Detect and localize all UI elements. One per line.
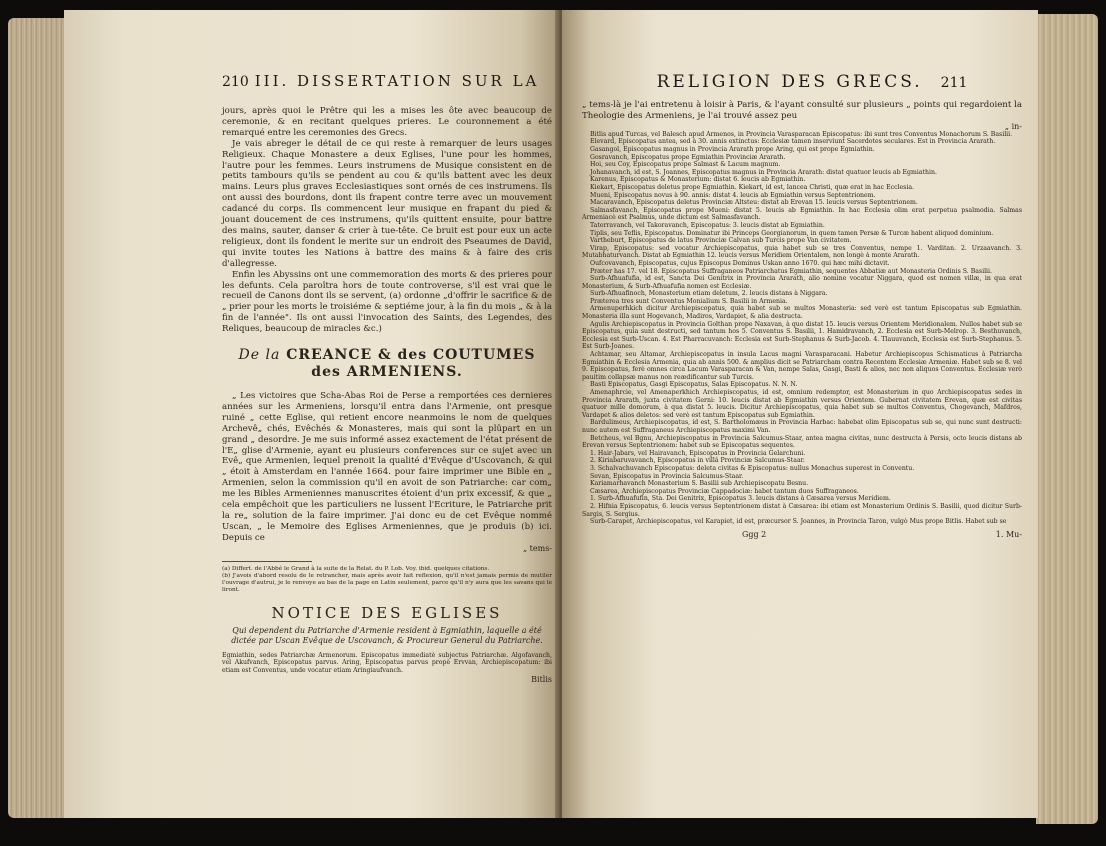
left-page [64, 10, 560, 818]
left-running-title: III. DISSERTATION SUR LA [254, 72, 540, 90]
latin-entry: Mueni, Episcopatus novus à 90. annis: distat 4. leucis ab Egmiathin versus Septentrionem. [590, 191, 876, 199]
latin-entry: Surb-Carapet, Archiepiscopatus, vel Karapiet, id est, præcursor S. Joannes, in Provincia Taron, vulgò Mus prope Bitlis. Habet sub se [590, 518, 1007, 526]
latin-entry: Kiekart, Episcopatus deletus prope Egmiathin. Kiekart, id est, lancea Christi, quæ erat in hac Ecclesia. [590, 183, 914, 191]
latin-entry: Gosravanch, Episcopatus prope Egmiathin Provinciæ Ararath. [590, 153, 786, 161]
left-catchword: „ tems- [522, 543, 552, 553]
right-page-number: 211 [940, 75, 968, 91]
latin-intro: Egmiathin, sedes Patriarchæ Armenorum. Episcopatus immediatè subjectus Patriarchæ. Algofavanch, vel Akufvanch, Episcopatus parvus. Aring, Episcopatus parvus propè Ervvan, Archiepiscopatum: ibi etiam est Conventus, unde vocatur etiam Aringiaufvanch. [222, 651, 552, 674]
latin-entry: Vartheburt, Episcopatus de latus Provinciæ Calvan sub Turcis prope Van civitatem. [590, 237, 852, 245]
latin-entry: Surb-Afhuafinoch, Monasterium etiam deletum, 2. leucis distans à Niggara. [590, 290, 828, 298]
latin-entry: 2. Kiriabaruvavanch, Episcopatus in villâ Provinciæ Salcumus-Staar. [590, 457, 805, 465]
latin-entry: Taterravanch, vel Takoravanch, Episcopatus: 3. leucis distat ab Egmiathin. [590, 221, 825, 229]
latin-entry: Surb-Afhuafufia, id est, Sancta Dei Genitrix in Provincia Ararath, alio nomine vocatur Niggara, quod est nomen villæ, in qua erat Monasterium, & Surb-Afhuafufia nomen est Ecclesiæ. [582, 275, 1022, 290]
latin-entry: Achtamar, seu Altamar, Archiepiscopatus in insula Lacus magni Varasparacani. Habetur Archiepiscopus Schismaticus à Patriarcha Egmiathin & Ecclesia Armenia, quia ab annis 500. & amplius dicit se Patriarcham contra Recentem Ecclesiæ Armeniæ. Habet sub se 8. vel 9. Episcopatus, ferè omnes circa Lacum Varasparacan & Van, nempe Salas, Gasgi, Basti & alios, nec non aliquos Conventus. Ecclesiæ verò pauitim collapsæ manus non reædificantur sub Turcis. [582, 351, 1022, 381]
section-paragraph: „ Les victoires que Scha-Abas Roi de Perse a remportées ces dernieres années sur les Armeniens, lorsqu'il entra dans l'Armenie, ont presque ruiné „ cette Eglise, qui retient encore neanmoins le nom de quelques Archevê„ chés, Evêchés & Monasteres, mais qui sont la plûpart en un grand „ desordre. Je me suis informé assez exactement de l'état présent de l'E„ glise d'Armenie, ayant eu plusieurs conferences sur ce sujet avec un Evê„ que Armenien, lequel prenoit la qualité d'Evêque d'Uscovanch, & qui „ étoit à Amsterdam en l'année 1664. pour faire imprimer une Bible en „ Armenien, selon la commission qu'il en avoit de son Patriarche: car com„ me les Bibles Armeniennes manuscrites étoient d'un prix excessif, & que „ cela empêchoit que les particuliers ne lussent l'Ecriture, le Patriarche prit la re„ solution de la faire imprimer. J'ai donc eu de cet Evêque nommé Uscan, „ le Memoire des Eglises Armeniennes, que je produis (b) ici. Depuis ce [222, 391, 552, 543]
notice-subtitle: Qui dependent du Patriarche d'Armenie resident à Egmiathin, laquelle a été dictée par Uscan Evêque de Uscovanch, & Procureur General du Patriarche. [231, 625, 543, 645]
footnote-a: (a) Differt. de l'Abbé le Grand à la suite de la Relat. du P. Lob. Voy. ibid. quelques citations. [222, 565, 490, 572]
notice-title: NOTICE DES EGLISES [271, 603, 503, 622]
latin-entry: Agulis Archiepiscopatus in Provincia Golthan prope Naxavan, à quo distat 15. leucis versus Orientem Meridionalem. Nullos habet sub se Episcopatus, quia sunt destructi, sed tantum hos 5. Conventus S. Basilii, 1. Hamidravanch, 2. Ecclesia est Surb-Melrop. 3. Besthuvanch, Ecclesia est Surb-Uscan. 4. Est Pharracuvanch: Ecclesia est Surb-Stephanus & Surb-Jacob. 4. Tlauuvanch, Ecclesia est Surb-Stephanus. 5. Est Surb-Joanes. [582, 320, 1022, 351]
right-catch-in: „ in- [1004, 121, 1022, 131]
section-title-main: CREANCE & des COUTUMES des ARMENIENS. [286, 347, 536, 381]
left-page-body [222, 106, 552, 684]
book-fore-edge-left [8, 18, 66, 818]
latin-entry: Præter has 17. vel 18. Episcopatus Suffraganeos Patriarchatus Egmiathin, sequentes Abbatiæ aut Monasteria Ordinis S. Basilii. [590, 267, 992, 275]
latin-entry: Betcheus, vel Bgnu, Archiepiscopatus in Provincia Salcumus-Staar, antea magna civitas, nunc destructa à Persis, octo leucis distans ab Erevan versus Septentrionem: habet sub se Episcopatus sequentes. [582, 434, 1022, 450]
latin-entry: 1. Surb-Afhuafufin, Sta. Dei Genitrix, Episcopatus 3. leucis distans à Cæsarea versus Meridiem. [590, 495, 891, 503]
right-catchword: 1. Mu- [995, 529, 1022, 539]
latin-entry: Kariamarhavanch Monasterium S. Basilii sub Archiepiscopatu Besnu. [590, 480, 809, 488]
latin-entry: Basti Episcopatus, Gasgi Episcopatus, Salas Episcopatus. N. N. N. [590, 381, 798, 389]
latin-entry: Macaravanch, Episcopatus deletus Provinciæ Altsteu: distat ab Erevan 15. leucis versus Septentrionem. [590, 199, 918, 207]
latin-entry-list [582, 131, 1022, 526]
latin-entry: Gasangol, Episcopatus magnus in Provincia Ararath prope Aring, qui est prope Egmiathin. [590, 146, 875, 153]
footnote-rule [222, 561, 312, 562]
right-running-head [612, 72, 1012, 92]
latin-entry: Cæsarea, Archiepiscopatus Provinciæ Cappadociæ: habet tantum duos Suffraganeos. [590, 487, 859, 495]
right-running-title: RELIGION DES GRECS. [656, 72, 923, 92]
latin-entry: Oufcovavanch, Episcopatus, cujus Episcopus Dominus Uskan anno 1670. qui hæc mihi dictavit. [590, 259, 890, 267]
latin-entry: Karenus, Episcopatus & Monasterium: distat 6. leucis ab Egmiathin. [590, 176, 806, 184]
left-catchword-2: Bitlis [531, 674, 552, 684]
book-fore-edge-right [1036, 14, 1098, 824]
left-paragraph-2: Je vais abreger le détail de ce qui reste à remarquer de leurs usages Religieux. Chaque Monastere a deux Eglises, l'une pour les hommes, l'autre pour les femmes. Leurs instrumens de Musique consistent en de petits tambours qu'ils se pendent au cou & qu'ils battent avec les deux mains. Leurs plus graves Ecclesiastiques sont ornés de ces instrumens. Ils ont aussi des bourdons, dont ils frapent contre terre avec un mouvement cadancé du corps. Ils commencent leur musique en frapant du pied & jouant doucement de ces instrumens, qu'ils quittent ensuite, pour battre des mains, sauter, danser & crier à tue-tête. Ce bruit est pour eux un acte religieux, dont ils fondent le merite sur un endroit des Pseaumes de David, qui invite toutes les Nations à battre des mains & à faire des cris d'allegresse. [222, 138, 552, 269]
latin-entry: 3. Schalvachuvanch Episcopatus: deleta civitas & Episcopatus: nullus Monachus superest in Conventu. [590, 464, 915, 472]
latin-entry: Virap, Episcopatus: sed vocatur Archiepiscopatus, quia habet sub se tres Conventus, nempe 1. Varditan. 2. Urzaavanch. 3. Mutabhaturvanch. Distat ab Egmiathin 12. leucis versus Meridiem Orientalem, non longè à monte Ararath. [582, 244, 1022, 260]
latin-entry: Tiplis, seu Teflis, Episcopatus. Dominatur ibi Princeps Georgianorum, in quem tamen Persæ & Turcæ habent aliquod dominium. [590, 229, 994, 237]
section-title-pre: De la [238, 347, 281, 364]
footnote-b: (b) J'avois d'abord resolu de le retrancher, mais après avoir fait reflexion, qu'il n'est jamais permis de mutiler l'ouvrage d'autrui, je le renvoye au bas de la page en Latin seulement, parce qu'il n'y aura que les savans qui le liront. [222, 572, 552, 593]
section-title [222, 347, 552, 381]
latin-entry: Armenuperhkich dicitur Archiepiscopatus, quia habet sub se multos Monasteria: sed verè est tantum Episcopatus sub Egmiathin. Monasteria illa sunt Hogevanch, Madiros, Vardapiet, & alia destructa. [582, 305, 1022, 321]
latin-entry: Johanavanch, id est, S. Joannes, Episcopatus magnus in Provincia Ararath: distat quatuor leucis ab Egmiathin. [590, 168, 937, 176]
right-page-body [582, 100, 1022, 544]
right-intro: „ tems-là je l'ai entretenu à loisir à Paris, & l'ayant consulté sur plusieurs „ points qui regardoient la Theologie des Armeniens, je l'ai trouvé assez peu [582, 100, 1022, 121]
latin-entry: Sevan, Episcopatus in Provincia Salcumus-Staar. [590, 472, 744, 480]
latin-entry: 1. Hair-Jabars, vel Hairavanch, Episcopatus in Provincia Gelarchuni. [590, 449, 806, 457]
left-paragraph-1: jours, après quoi le Prêtre qui les a mises les ôte avec beaucoup de ceremonie, & en recitant quelques prieres. Le couronnement a été remarqué entre les ceremonies des Grecs. [222, 106, 552, 138]
latin-entry: Hoi, seu Coy, Episcopatus prope Salmast & Lacum magnum. [590, 161, 781, 169]
latin-entry: Bardulimeus, Archiepiscopatus, id est, S. Bartholomæus in Provincia Harbac: habebat olim Episcopatus sub se, qui nunc sunt destructi: nunc autem est Suffraganeus Archiepiscopatus maximi Van. [582, 419, 1022, 434]
latin-entry: Præterea tres sunt Conventus Monialium S. Basilii in Armenia. [590, 297, 788, 305]
left-paragraph-3: Enfin les Abyssins ont une commemoration des morts & des prieres pour les defunts. Cela paroîtra hors de toute controverse, s'il est vrai que le recueil de Canons dont ils se servent, (a) ordonne „d'offrir le sacrifice & de „ prier pour les morts le troisiéme & septiéme jour, à la fin du mois „ & à la fin de l'année". Ils ont aussi l'invocation des Saints, des Legendes, des Reliques, beaucoup de miracles &c.) [222, 269, 552, 335]
latin-entry: Elevard, Episcopatus antea, sed à 30. annis extinctus: Ecclesiæ tamen inserviunt Sacerdotes seculares. Est in Provincia Ararath. [590, 138, 996, 146]
right-page-foot [582, 530, 1022, 544]
signature-mark: Ggg 2 [742, 529, 767, 539]
latin-entry: 2. Hifnia Episcopatus, 6. leucis versus Septentrionem distat à Cæsarea: ibi etiam est Monasterium Ordinis S. Basilii, quod dicitur Surb-Sargis, S. Sergius. [582, 502, 1022, 518]
left-page-number: 210 [222, 74, 249, 90]
latin-entry: Bitlis apud Turcas, vel Balesch apud Armenos, in Provincia Varasparacan Episcopatus: ibi sunt tres Conventus Monachorum S. Basilii. [590, 130, 1013, 138]
left-running-head [222, 72, 552, 90]
latin-entry: Salmasfavanch, Episcopatus prope Mueni: distat 5. leucis ab Egmiathin. In hac Ecclesia olim erat perpetua psalmodia. Salmas Armeniacè est Psalmus, unde dictum est Salmasfavanch. [582, 206, 1022, 222]
latin-entry: Amenaphrcie, vel Amenaperkhich Archiepiscopatus, id est, omnium redemptor, est Monasterium in quo Archiepiscopatus sedes in Provincia Ararath, juxta civitatem Gerni: 10. leucis distat ab Egmiathin versus Orientem. Gubernat civitatem Erevan, quæ est civitas quatuor mille domorum, à qua distat 5. leucis. Dicitur Archiepiscopatus, quia habet sub se multos Conventus, Chogevanch, Mafdros, Vardapet & alios deletos: sed verè est tantum Episcopatus sub Egmiathin. [582, 389, 1022, 419]
right-page [562, 10, 1038, 818]
